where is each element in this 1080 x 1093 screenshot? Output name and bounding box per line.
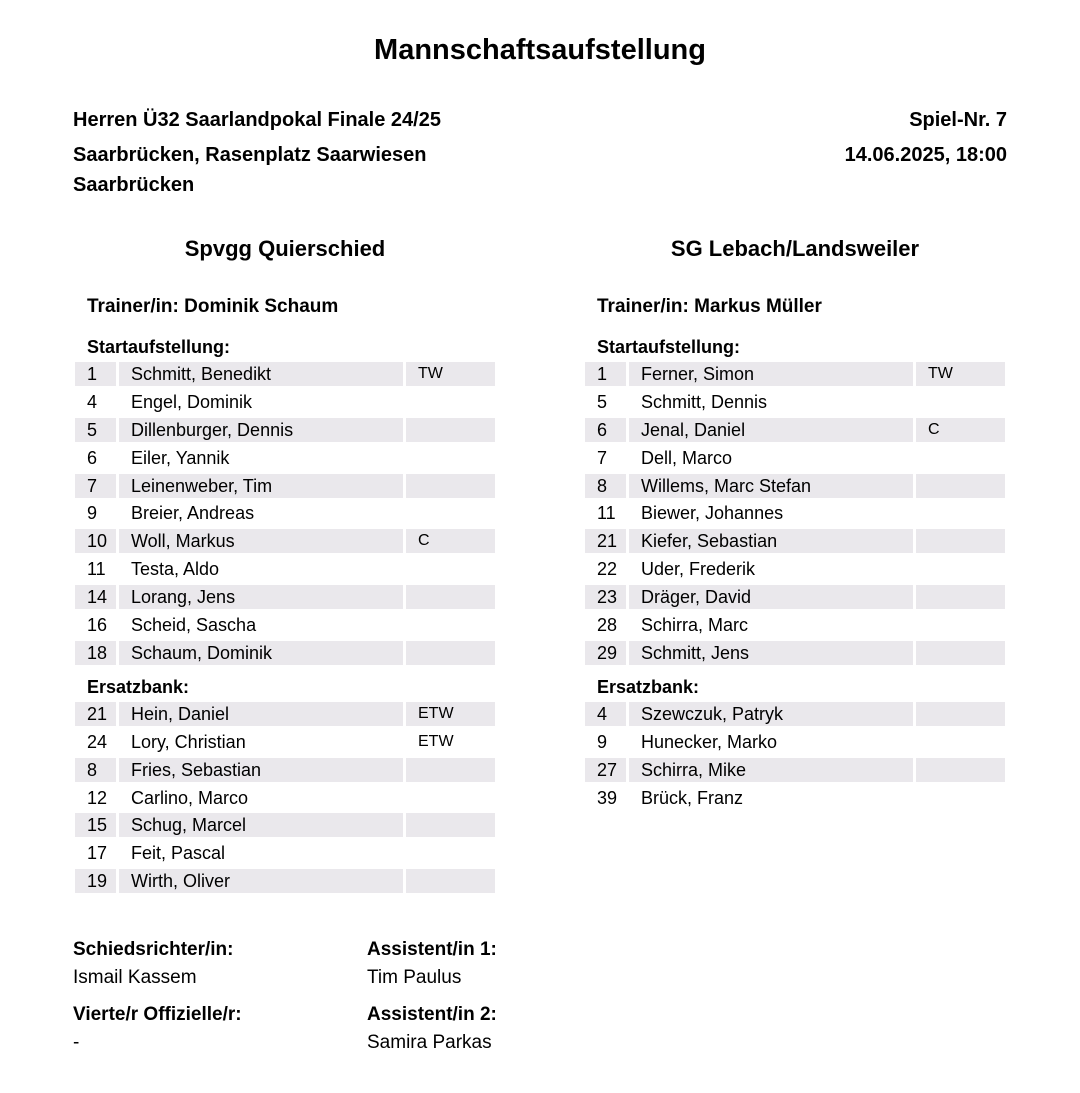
player-number: 4 — [87, 391, 98, 412]
player-row — [75, 786, 495, 810]
player-number: 22 — [597, 559, 618, 580]
player-number: 5 — [597, 391, 608, 412]
page-title: Mannschaftsaufstellung — [374, 34, 706, 66]
player-number: 28 — [597, 615, 618, 636]
player-row — [75, 418, 495, 442]
player-role — [916, 390, 1005, 414]
player-name: Testa, Aldo — [131, 559, 220, 580]
player-number: 4 — [585, 702, 626, 726]
player-name: Hunecker, Marko — [641, 731, 778, 752]
player-number: 9 — [597, 731, 608, 752]
player-role — [916, 702, 1005, 726]
team-name: Spvgg Quierschied — [184, 236, 386, 261]
player-number: 17 — [87, 843, 108, 864]
player-row — [585, 758, 1005, 782]
competition-name: Herren Ü32 Saarlandpokal Finale 24/25 — [73, 109, 441, 131]
player-number: 27 — [585, 758, 626, 782]
player-role — [916, 585, 1005, 609]
starting-lineup-table — [585, 362, 1005, 665]
player-name: Ferner, Simon — [629, 362, 913, 386]
player-row — [585, 390, 1005, 414]
away-team-column — [585, 232, 1005, 813]
player-role — [406, 813, 495, 837]
player-row — [585, 641, 1005, 665]
fourth-official-block — [73, 1001, 367, 1057]
player-role: ETW — [406, 702, 495, 726]
player-row — [585, 446, 1005, 470]
player-role — [406, 501, 495, 525]
player-role — [406, 446, 495, 470]
fourth-official-name: - — [73, 1032, 80, 1053]
player-number: 8 — [585, 474, 626, 498]
player-number: 16 — [87, 615, 108, 636]
player-name: Brück, Franz — [641, 787, 744, 808]
player-name: Schirra, Marc — [641, 615, 749, 636]
player-name: Schmitt, Jens — [629, 641, 913, 665]
player-row — [585, 585, 1005, 609]
player-number: 14 — [75, 585, 116, 609]
team-name: SG Lebach/Landsweiler — [670, 236, 920, 261]
player-role — [406, 418, 495, 442]
assistant2-name: Samira Parkas — [367, 1032, 492, 1053]
player-role — [406, 557, 495, 581]
player-row — [585, 557, 1005, 581]
player-role — [916, 446, 1005, 470]
assistant1-label: Assistent/in 1: — [367, 939, 497, 960]
bench-table — [75, 702, 495, 893]
player-number: 1 — [585, 362, 626, 386]
bench-label: Ersatzbank: — [597, 676, 700, 697]
player-name: Wirth, Oliver — [119, 869, 403, 893]
starting-lineup-label: Startaufstellung: — [597, 337, 741, 357]
player-number: 19 — [75, 869, 116, 893]
player-number: 6 — [585, 418, 626, 442]
player-role — [916, 557, 1005, 581]
bench-label: Ersatzbank: — [87, 676, 190, 697]
player-name: Szewczuk, Patryk — [629, 702, 913, 726]
player-row — [75, 841, 495, 865]
player-row — [585, 501, 1005, 525]
home-team-column — [75, 232, 495, 897]
player-name: Willems, Marc Stefan — [629, 474, 913, 498]
team-trainer: Trainer/in: Dominik Schaum — [87, 296, 339, 317]
player-row — [585, 730, 1005, 754]
player-number: 8 — [75, 758, 116, 782]
player-name: Feit, Pascal — [131, 843, 226, 864]
player-role — [916, 613, 1005, 637]
player-name: Woll, Markus — [119, 529, 403, 553]
match-info-left — [73, 105, 493, 200]
player-number: 15 — [75, 813, 116, 837]
player-row — [75, 557, 495, 581]
player-name: Schirra, Mike — [629, 758, 913, 782]
assistant2-block — [367, 1001, 667, 1057]
player-row — [75, 702, 495, 726]
assistant2-label: Assistent/in 2: — [367, 1004, 497, 1025]
bench-table — [585, 702, 1005, 810]
player-row — [75, 474, 495, 498]
player-row — [585, 786, 1005, 810]
match-venue: Saarbrücken, Rasenplatz Saarwiesen Saarbrücken — [73, 144, 427, 196]
player-role — [406, 758, 495, 782]
match-datetime: 14.06.2025, 18:00 — [844, 144, 1007, 166]
player-number: 18 — [75, 641, 116, 665]
player-number: 11 — [87, 559, 106, 580]
player-name: Dräger, David — [629, 585, 913, 609]
player-role — [406, 390, 495, 414]
player-number: 5 — [75, 418, 116, 442]
player-name: Scheid, Sascha — [131, 615, 257, 636]
player-number: 11 — [597, 503, 616, 524]
referee-label: Schiedsrichter/in: — [73, 939, 234, 960]
player-row — [585, 702, 1005, 726]
player-name: Lorang, Jens — [119, 585, 403, 609]
player-number: 6 — [87, 447, 98, 468]
player-name: Schug, Marcel — [119, 813, 403, 837]
player-number: 39 — [597, 787, 618, 808]
fourth-official-label: Vierte/r Offizielle/r: — [73, 1004, 242, 1025]
player-number: 7 — [597, 447, 608, 468]
player-role — [406, 786, 495, 810]
player-role: C — [406, 529, 495, 553]
player-name: Biewer, Johannes — [641, 503, 784, 524]
player-row — [585, 613, 1005, 637]
player-role: ETW — [418, 732, 454, 750]
player-row — [75, 730, 495, 754]
match-officials — [73, 936, 673, 1057]
player-role — [406, 869, 495, 893]
player-name: Kiefer, Sebastian — [629, 529, 913, 553]
player-row — [585, 529, 1005, 553]
player-row — [75, 529, 495, 553]
player-role — [406, 641, 495, 665]
player-name: Breier, Andreas — [131, 503, 255, 524]
game-number: Spiel-Nr. 7 — [909, 109, 1007, 131]
player-role — [916, 730, 1005, 754]
player-role — [916, 641, 1005, 665]
assistant1-name: Tim Paulus — [367, 967, 462, 988]
player-name: Leinenweber, Tim — [119, 474, 403, 498]
player-name: Carlino, Marco — [131, 787, 249, 808]
player-role — [916, 474, 1005, 498]
player-row — [75, 813, 495, 837]
player-name: Schaum, Dominik — [119, 641, 403, 665]
player-row — [75, 758, 495, 782]
player-number: 23 — [585, 585, 626, 609]
player-number: 21 — [585, 529, 626, 553]
player-row — [75, 869, 495, 893]
player-row — [75, 446, 495, 470]
player-row — [585, 418, 1005, 442]
assistant1-block — [367, 936, 667, 992]
team-trainer: Trainer/in: Markus Müller — [597, 296, 822, 317]
player-number: 10 — [75, 529, 116, 553]
player-role — [406, 474, 495, 498]
player-role — [406, 613, 495, 637]
player-row — [75, 390, 495, 414]
player-name: Jenal, Daniel — [629, 418, 913, 442]
player-number: 24 — [87, 731, 108, 752]
player-number: 12 — [87, 787, 108, 808]
player-row — [75, 613, 495, 637]
player-role — [406, 585, 495, 609]
player-name: Dillenburger, Dennis — [119, 418, 403, 442]
player-name: Lory, Christian — [131, 731, 246, 752]
player-row — [75, 501, 495, 525]
player-row — [585, 362, 1005, 386]
player-name: Hein, Daniel — [119, 702, 403, 726]
player-name: Fries, Sebastian — [119, 758, 403, 782]
player-name: Uder, Frederik — [641, 559, 756, 580]
referee-block — [73, 936, 367, 992]
match-info-right — [845, 105, 1007, 170]
player-name: Eiler, Yannik — [131, 447, 230, 468]
player-role — [916, 758, 1005, 782]
player-name: Schmitt, Dennis — [641, 391, 768, 412]
player-row — [75, 362, 495, 386]
starting-lineup-table — [75, 362, 495, 665]
starting-lineup-label: Startaufstellung: — [87, 337, 231, 357]
player-role — [406, 841, 495, 865]
player-number: 1 — [75, 362, 116, 386]
player-row — [585, 474, 1005, 498]
player-number: 7 — [75, 474, 116, 498]
player-role: TW — [406, 362, 495, 386]
player-row — [75, 641, 495, 665]
referee-name: Ismail Kassem — [73, 967, 197, 988]
player-row — [75, 585, 495, 609]
player-number: 29 — [585, 641, 626, 665]
player-number: 9 — [87, 503, 98, 524]
player-name: Dell, Marco — [641, 447, 733, 468]
player-role — [916, 501, 1005, 525]
player-name: Schmitt, Benedikt — [119, 362, 403, 386]
player-name: Engel, Dominik — [131, 391, 253, 412]
player-role — [916, 786, 1005, 810]
player-number: 21 — [75, 702, 116, 726]
player-role — [916, 529, 1005, 553]
player-role: TW — [916, 362, 1005, 386]
player-role: C — [916, 418, 1005, 442]
